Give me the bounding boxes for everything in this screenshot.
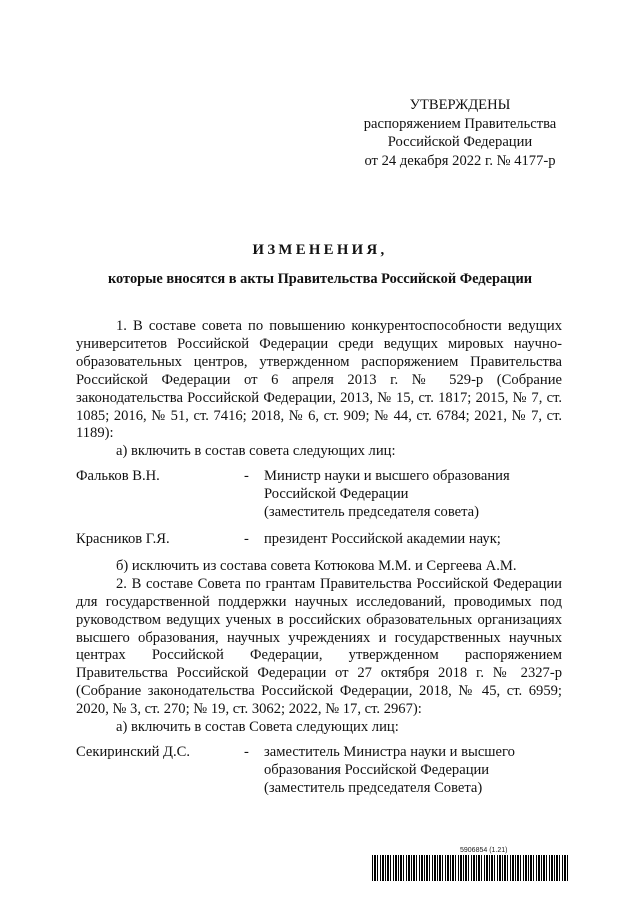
person-role	[264, 744, 562, 798]
person-name: Секиринский Д.С.	[76, 743, 191, 760]
role-line: (заместитель председателя совета)	[264, 504, 480, 521]
approval-date-number: от 24 декабря 2022 г. № 4177-р	[364, 152, 556, 169]
approval-line: распоряжением Правительства	[363, 115, 557, 132]
role-line: заместитель Министра науки и высшего	[264, 743, 515, 760]
person-role	[264, 468, 562, 522]
dash-separator: -	[244, 468, 249, 485]
role-line: образования Российской Федерации	[264, 761, 490, 778]
person-row	[76, 744, 562, 798]
document-title: ИЗМЕНЕНИЯ,	[252, 242, 388, 258]
person-row	[76, 468, 562, 522]
barcode-image	[372, 855, 568, 881]
document-subtitle: которые вносятся в акты Правительства Российской Федерации	[107, 271, 533, 287]
role-line: президент Российской академии наук;	[264, 530, 501, 547]
barcode-number: 5906854 (1.21)	[460, 847, 508, 854]
person-name: Красников Г.Я.	[76, 530, 170, 547]
section-1-paragraph: 1. В составе совета по повышению конкурентоспособности ведущих университетов Российской Федерации среди ведущих мировых научно-образовательных центров, утвержденном распоряжением Правительства Российской Федерации от 6 апреля 2013 г. № 529-р (Собрание законодательства Российской Федерации, 2013, № 15, ст. 1817; 2015, № 7, ст. 1085; 2016, № 51, ст. 7416; 2018, № 6, ст. 909; № 44, ст. 6784; 2021, № 7, ст. 1189):	[76, 318, 562, 442]
section-2-paragraph: 2. В составе Совета по грантам Правительства Российской Федерации для государственной поддержки научных исследований, проводимых под руководством ведущих ученых в российских образовательных организациях высшего образования, научных учреждениях и государственных научных центрах Российской Федерации, утвержденном распоряжением Правительства Российской Федерации от 27 октября 2018 г. № 2327-р (Собрание законодательства Российской Федерации, 2018, № 45, ст. 6959; 2020, № 3, ст. 270; № 19, ст. 3062; 2022, № 17, ст. 2967):	[76, 575, 562, 718]
dash-separator: -	[244, 530, 249, 547]
dash-separator: -	[244, 743, 249, 760]
approval-line: Российской Федерации	[387, 134, 533, 150]
approval-heading: УТВЕРЖДЕНЫ	[409, 97, 511, 113]
role-line: (заместитель председателя Совета)	[264, 779, 483, 796]
person-role	[264, 531, 562, 549]
section-1-item-a: а) включить в состав совета следующих лиц:	[116, 443, 396, 460]
section-2-item-a: а) включить в состав Совета следующих лиц:	[116, 719, 399, 736]
document-body	[76, 318, 562, 798]
person-row	[76, 531, 562, 549]
role-line: Министр науки и высшего образования	[264, 468, 510, 485]
approval-stamp	[340, 96, 580, 170]
person-name: Фальков В.Н.	[76, 468, 160, 485]
role-line: Российской Федерации	[264, 486, 409, 503]
section-1-item-b: б) исключить из состава совета Котюкова М.М. и Сергеева А.М.	[116, 557, 517, 574]
